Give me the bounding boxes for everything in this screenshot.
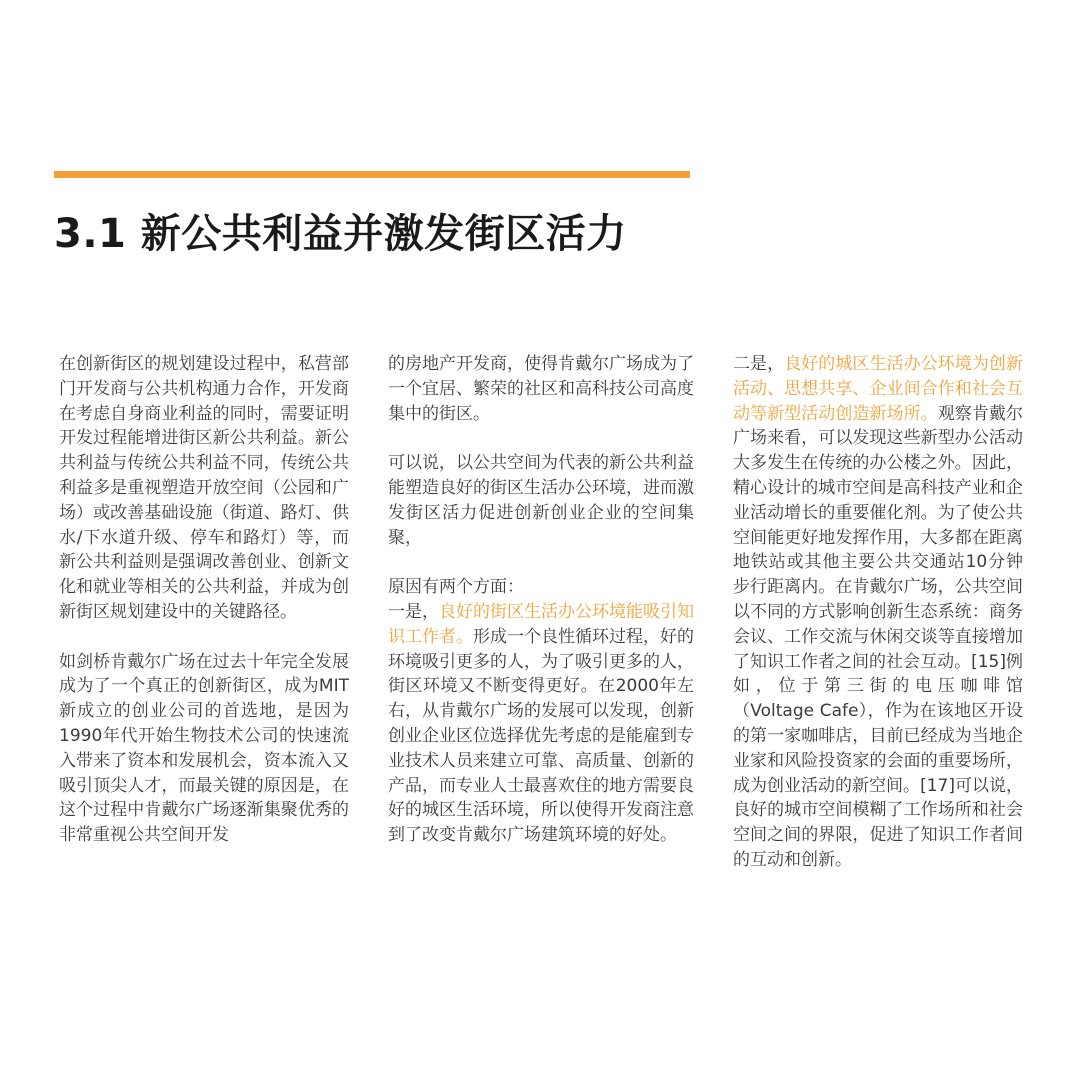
paragraph: 如剑桥肯戴尔广场在过去十年完全发展成为了一个真正的创新街区，成为MIT新成立的创业公司的首选地，是因为1990年代开始生物技术公司的快速流入带来了资本和发展机会，资本流入又吸引顶尖人才，而最关键的原因是，在这个过程中肯戴尔广场逐渐集聚优秀的非常重视公共空间开发 bbox=[59, 651, 349, 846]
title-accent-rule bbox=[54, 171, 690, 178]
paragraph bbox=[388, 600, 694, 848]
paragraph: 可以说，以公共空间为代表的新公共利益能塑造良好的街区生活办公环境，进而激发街区活力促进创新创业企业的空间集聚， bbox=[388, 453, 694, 548]
reason-one-body: 形成一个良性循环过程，好的环境吸引更多的人，为了吸引更多的人，街区环境又不断变得更好。在2000年左右，从肯戴尔广场的发展可以发现，创新创业企业区位选择优先考虑的是能雇到专业技术人员来建立可靠、高质量、创新的产品，而专业人士最喜欢住的地方需要良好的城区生活环境，所以使得开发商注意到了改变肯戴尔广场建筑环境的好处。 bbox=[388, 626, 694, 846]
section-title: 3.1 新公共利益并激发街区活力 bbox=[54, 211, 627, 257]
paragraph: 的房地产开发商，使得肯戴尔广场成为了一个宜居、繁荣的社区和高科技公司高度集中的街区。 bbox=[388, 354, 694, 424]
text-column-middle bbox=[388, 352, 694, 848]
paragraph: 在创新街区的规划建设过程中，私营部门开发商与公共机构通力合作，开发商在考虑自身商业利益的同时，需要证明开发过程能增进街区新公共利益。新公共利益与传统公共利益不同，传统公共利益多是重视塑造开放空间（公园和广场）或改善基础设施（街道、路灯、供水/下水道升级、停车和路灯）等，而新公共利益则是强调改善创业、创新文化和就业等相关的公共利益，并成为创新街区规划建设中的关键路径。 bbox=[59, 354, 349, 622]
text-column-right bbox=[733, 352, 1023, 873]
highlight-text: 良好的城区生活办公环境为创新活动、思想共享、企业间合作和社会互动等新型活动创造新场所。 bbox=[733, 354, 1023, 424]
text-column-left bbox=[59, 352, 349, 848]
highlight-text: 良好的街区生活办公环境能吸引知识工作者。 bbox=[388, 601, 694, 647]
reason-two-prefix: 二是， bbox=[733, 354, 785, 374]
reason-one-prefix: 一是， bbox=[388, 601, 439, 622]
reason-two-body: 观察肯戴尔广场来看，可以发现这些新型办公活动大多发生在传统的办公楼之外。因此，精心设计的城市空间是高科技产业和企业活动增长的重要催化剂。为了使公共空间能更好地发挥作用，大多都在距离地铁站或其他主要公共交通站10分钟步行距离内。在肯戴尔广场，公共空间以不同的方式影响创新生态系统：商务会议、工作交流与休闲交谈等直接增加了知识工作者之间的社会互动。[15]例如，位于第三街的电压咖啡馆（Voltage Cafe），作为在该地区开设的第一家咖啡店，目前已经成为当地企业家和风险投资家的会面的重要场所，成为创业活动的新空间。[17]可以说，良好的城市空间模糊了工作场所和社会空间之间的界限，促进了知识工作者间的互动和创新。 bbox=[733, 403, 1023, 870]
paragraph bbox=[733, 352, 1023, 873]
paragraph: 原因有两个方面： bbox=[388, 577, 524, 598]
